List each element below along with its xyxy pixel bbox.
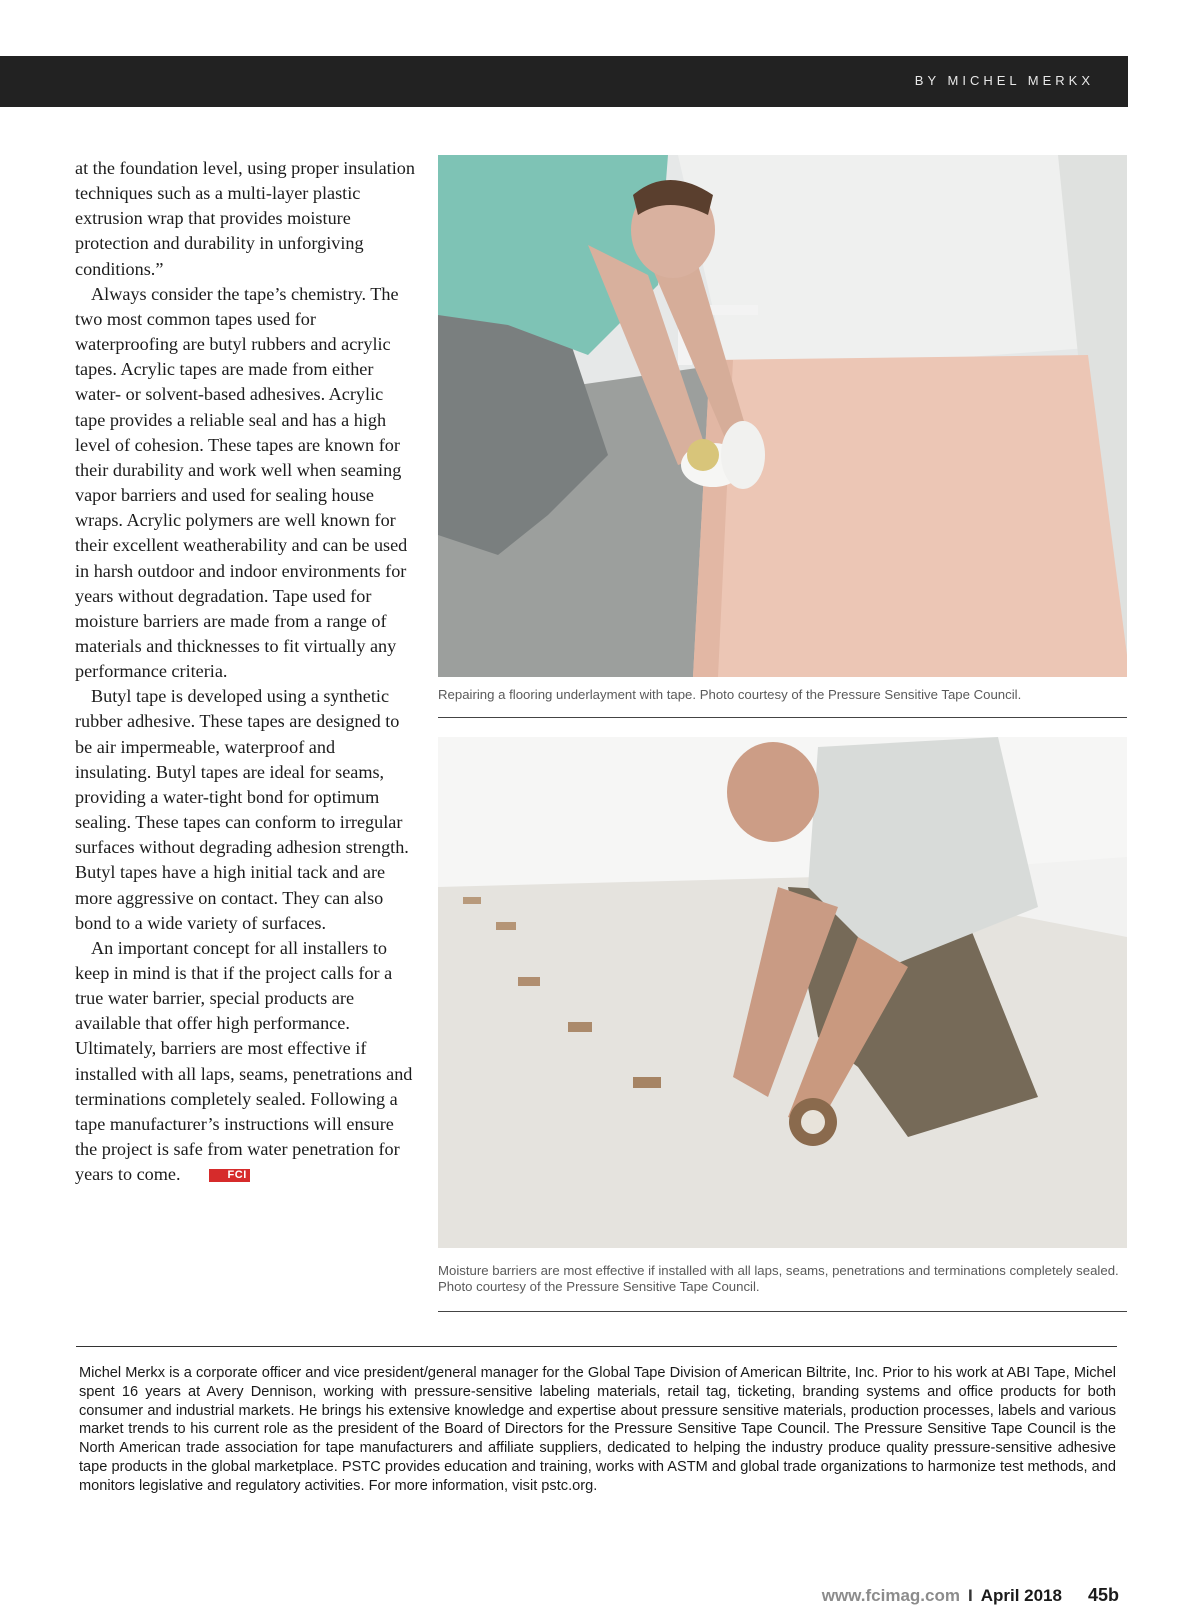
header-bar (0, 56, 1128, 107)
article-paragraph (75, 936, 415, 1188)
figure-caption: Repairing a flooring underlayment with tape. Photo courtesy of the Pressure Sensitive Tape Council. (438, 687, 1022, 702)
fci-end-mark-logo: FCI (209, 1169, 250, 1182)
page-number: 45b (1087, 1585, 1119, 1605)
article-paragraph: at the foundation level, using proper insulation techniques such as a multi-layer plastic extrusion wrap that provides moisture protection and durability in unforgiving conditions.” (75, 158, 415, 279)
article-body (75, 156, 415, 1187)
article-paragraph: Butyl tape is developed using a synthetic rubber adhesive. These tapes are designed to be air impermeable, waterproof and insulating. Butyl tapes are ideal for seams, providing a water-tight bond for optimum sealing. These tapes can conform to irregular surfaces without degrading adhesion strength. Butyl tapes have a high initial tack and are more aggressive on contact. They can also bond to a wide variety of surfaces. (75, 686, 409, 933)
bio-divider (76, 1346, 1117, 1347)
footer-date: April 2018 (980, 1586, 1062, 1605)
caption-divider (438, 1311, 1127, 1312)
article-paragraph-text: An important concept for all installers to keep in mind is that if the project calls for a true water barrier, special products are available that offer high performance. Ultimately, barriers are most effective if installed with all laps, seams, penetrations and terminations completely sealed. Following a tape manufacturer’s instructions will ensure the project is safe from water penetration for years to come. (75, 937, 413, 1185)
footer-url[interactable]: www.fcimag.com (821, 1586, 960, 1605)
article-paragraph: Always consider the tape’s chemistry. The two most common tapes used for waterproofing are butyl rubbers and acrylic tapes. Acrylic tapes are made from either water- or solvent-based adhesives. Acrylic tape provides a reliable seal and has a high level of cohesion. These tapes are known for their durability and work well when seaming vapor barriers and used for sealing house wraps. Acrylic polymers are well known for their excellent weatherability and can be used in harsh outdoor and indoor environments for years without degradation. Tape used for moisture barriers are made from a range of materials and thicknesses to fit virtually any performance criteria. (75, 283, 408, 682)
figure-caption: Moisture barriers are most effective if installed with all laps, seams, penetrations and terminations completely sealed. Photo courtesy of the Pressure Sensitive Tape Council. (438, 1263, 1119, 1294)
photo-underlayment-illustration (438, 155, 1127, 677)
caption-divider (438, 717, 1127, 718)
photo-moisture-barrier-illustration (438, 737, 1127, 1248)
footer-separator: I (967, 1586, 973, 1605)
page-footer (822, 1585, 1119, 1606)
byline: BY MICHEL MERKX (914, 73, 1094, 88)
photo-moisture-barrier (438, 737, 1127, 1248)
photo-underlayment-repair (438, 155, 1127, 677)
author-bio: Michel Merkx is a corporate officer and vice president/general manager for the Global Tape Division of American Biltrite, Inc. Prior to his work at ABI Tape, Michel spent 16 years at Avery Dennison, working with pressure-sensitive labeling materials, retail tag, ticketing, branding systems and office products for both consumer and industrial markets. He brings his extensive knowledge and expertise about pressure sensitive materials, production processes, labels and various market trends to his current role as the president of the Board of Directors for the Pressure Sensitive Tape Council. The Pressure Sensitive Tape Council is the North American trade association for tape manufacturers and affiliate suppliers, dedicated to helping the industry produce quality pressure-sensitive adhesive tape products in the global marketplace. PSTC provides education and training, works with ASTM and global trade organizations to harmonize test methods, and monitors legislative and regulatory activities. For more information, visit pstc.org. (79, 1365, 1116, 1494)
